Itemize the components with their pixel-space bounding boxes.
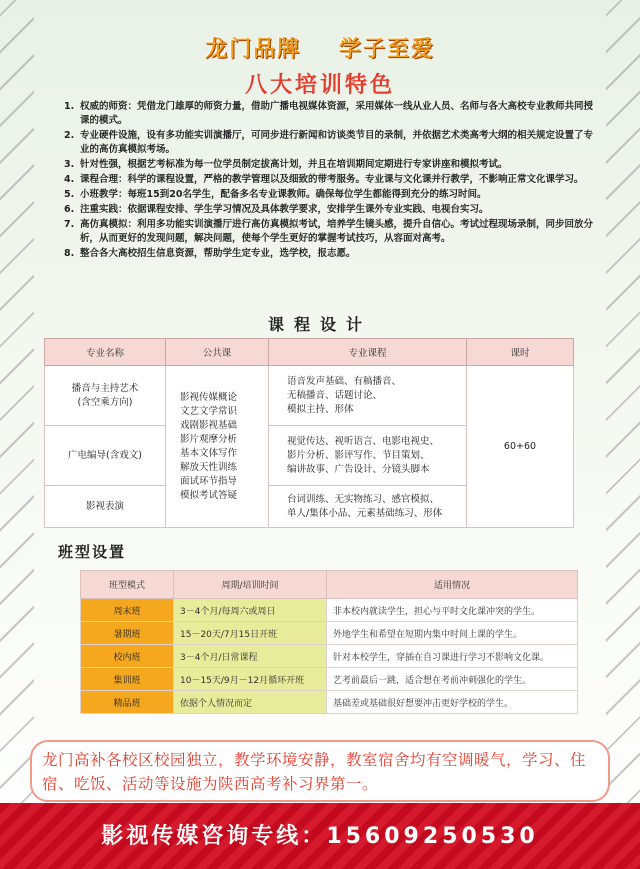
table-row (81, 645, 578, 668)
pro-course-cell (269, 366, 467, 426)
class-settings-title: 班型设置 (58, 543, 127, 561)
table-row (81, 599, 578, 622)
table-row (81, 668, 578, 691)
campus-notice: 龙门高补各校区校园独立，教学环境安静，教室宿舍均有空调暖气，学习、住宿、吃饭、活动等设施为陕西高考补习界第一。 (30, 740, 610, 802)
major-name: 播音与主持艺术 (71, 382, 139, 394)
course-table-header (45, 339, 574, 366)
hotline-phone[interactable]: 15609250530 (326, 824, 539, 849)
hotline-label: 影视传媒咨询专线： (101, 824, 327, 849)
public-course: 解放天性训练 (180, 461, 238, 473)
class-fit: 艺考前最后一跳，适合想在考前冲刺强化的学生。 (327, 668, 578, 691)
feature-item (64, 203, 600, 217)
feature-number: 3. (64, 159, 75, 170)
class-time: 依据个人情况而定 (174, 691, 327, 714)
hours-cell: 60+60 (467, 366, 574, 528)
footer-banner (0, 803, 640, 869)
major-cell (45, 366, 166, 426)
major-sub: (含空乘方向) (77, 396, 133, 408)
slogan-left: 龙门品牌 (205, 37, 302, 62)
class-fit: 基础差或基础很好想要冲击更好学校的学生。 (327, 691, 578, 714)
class-time: 15－20天/7月15日开班 (174, 622, 327, 645)
feature-text: 高仿真模拟：利用多功能实训演播厅进行高仿真模拟考试，培养学生镜头感，提升自信心。考试过程现场录制，同步回放分析，从而更好的发现问题，解决问题，使每个学生更好的掌握考试技巧，从容面对高考。 (80, 219, 594, 244)
class-fit: 针对本校学生，穿插在自习课进行学习不影响文化课。 (327, 645, 578, 668)
feature-number: 8. (64, 248, 75, 259)
feature-number: 4. (64, 174, 75, 185)
pro-course-line: 单人/集体小品、元素基础练习、形体 (287, 507, 443, 519)
feature-text: 专业硬件设施，设有多功能实训演播厅，可同步进行新闻和访谈类节目的录制，并依据艺术类高考大纲的相关规定设置了专业的高仿真模拟考场。 (80, 130, 594, 155)
class-table (80, 570, 578, 714)
feature-item (64, 247, 600, 261)
feature-text: 针对性强，根据艺考标准为每一位学员制定拔高计划，并且在培训期间定期进行专家讲座和模拟考试。 (80, 159, 508, 170)
class-mode: 集训班 (81, 668, 174, 691)
public-course: 影片观摩分析 (180, 433, 238, 445)
feature-item (64, 173, 600, 187)
table-row (45, 366, 574, 426)
right-stripe-decoration (606, 0, 640, 869)
public-course: 基本文体写作 (180, 447, 238, 459)
course-design-title: 课程设计 (267, 315, 372, 334)
major-name: 广电编导(含戏文) (68, 449, 142, 461)
public-course: 戏剧影视基础 (180, 419, 238, 431)
slogan (34, 32, 606, 63)
class-time: 3－4个月/每周六或周日 (174, 599, 327, 622)
left-stripe-decoration (0, 0, 34, 869)
hotline (0, 819, 640, 850)
course-table (44, 338, 574, 528)
class-time: 3－4个月/日常课程 (174, 645, 327, 668)
feature-number: 6. (64, 204, 75, 215)
col-fit: 适用情况 (327, 571, 578, 599)
class-mode: 校内班 (81, 645, 174, 668)
table-row (81, 691, 578, 714)
class-fit: 外地学生和希望在短期内集中时间上课的学生。 (327, 622, 578, 645)
public-course: 面试环节指导 (180, 475, 238, 487)
col-public: 公共课 (166, 339, 269, 366)
feature-number: 5. (64, 189, 75, 200)
col-time: 周期/培训时间 (174, 571, 327, 599)
feature-text: 注重实践：依据课程安排、学生学习情况及具体教学要求，安排学生课外专业实践、电视台实习。 (80, 204, 489, 215)
feature-item (64, 218, 600, 246)
class-mode: 周末班 (81, 599, 174, 622)
major-name: 影视表演 (85, 500, 124, 512)
public-course: 文艺文学常识 (180, 405, 238, 417)
pro-course-line: 影片分析、影评写作、节目策划、 (287, 449, 430, 461)
class-time: 10－15天/9月－12月循环开班 (174, 668, 327, 691)
class-mode: 暑期班 (81, 622, 174, 645)
major-cell (45, 486, 166, 528)
col-pro: 专业课程 (269, 339, 467, 366)
major-cell (45, 426, 166, 486)
pro-course-line: 无稿播音、话题讨论、 (287, 389, 383, 401)
col-mode: 班型模式 (81, 571, 174, 599)
pro-course-line: 台词训练、无实物练习、感官模拟、 (287, 493, 440, 505)
pro-course-cell (269, 486, 467, 528)
col-hours: 课时 (467, 339, 574, 366)
class-table-header (81, 571, 578, 599)
public-course: 影视传媒概论 (180, 391, 238, 403)
feature-number: 2. (64, 130, 75, 141)
table-row (81, 622, 578, 645)
slogan-right: 学子至爱 (338, 37, 435, 62)
feature-number: 7. (64, 219, 75, 230)
feature-text: 权威的师资：凭借龙门雄厚的师资力量，借助广播电视媒体资源，采用媒体一线从业人员、名师与各大高校专业教师共同授课的模式。 (80, 101, 594, 126)
public-course-cell (166, 366, 269, 528)
public-course: 模拟考试答疑 (180, 489, 238, 501)
pro-course-line: 编讲故事、广告设计、分镜头脚本 (287, 463, 430, 475)
pro-course-line: 语音发声基础、有稿播音、 (287, 375, 402, 387)
feature-item (64, 158, 600, 172)
feature-number: 1. (64, 101, 75, 112)
feature-text: 小班教学：每班15到20名学生，配备多名专业课教师。确保每位学生都能得到充分的练习时间。 (80, 189, 487, 200)
feature-text: 课程合理：科学的课程设置，严格的教学管理以及细致的带考服务。专业课与文化课并行教学，不影响正常文化课学习。 (80, 174, 584, 185)
features-headline: 八大培训特色 (244, 73, 395, 98)
feature-item (64, 100, 600, 128)
col-major: 专业名称 (45, 339, 166, 366)
pro-course-line: 模拟主持、形体 (287, 403, 354, 415)
feature-item (64, 129, 600, 157)
feature-text: 整合各大高校招生信息资源，帮助学生定专业，选学校，报志愿。 (80, 248, 356, 259)
pro-course-line: 视觉传达、视听语言、电影电视史、 (287, 435, 440, 447)
pro-course-cell (269, 426, 467, 486)
class-fit: 非本校内就读学生，担心与平时文化课冲突的学生。 (327, 599, 578, 622)
feature-item (64, 188, 600, 202)
feature-list (64, 100, 600, 262)
class-mode: 精品班 (81, 691, 174, 714)
